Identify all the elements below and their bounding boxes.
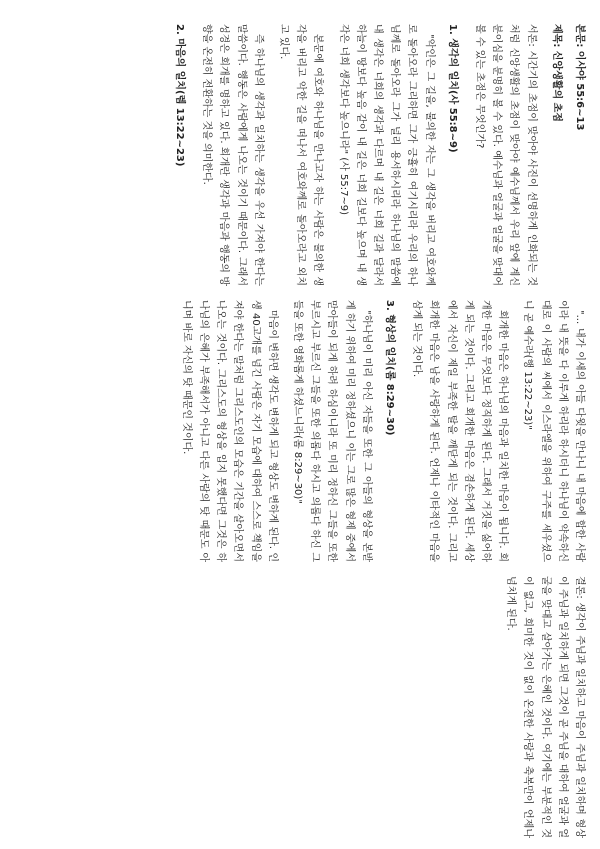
section-1-quote: "악인은 그 길을, 불의한 자는 그 생각을 버리고 여호와께로 돌아오라 그리하면 그가 긍휼히 여기시리라 우리의 하나님께로 돌아오라 그가 널리 용서하시리라 하나님의 말씀에 내 생각은 너희의 생각과 다르며 내 길은 너희 길과 달라서 하늘이 땅보다 높음 같이 내 길은 너희 길보다 높으며 내 생각은 너희 생각보다 높으니라" (사 55:7~9) <box>337 24 435 286</box>
section-1-paragraph: 본문에 여호와 하나님을 만나고자 하는 사람은 불의한 생각을 버리고 악한 길을 떠나서 여호와께로 돌아오라고 외치고 있다. <box>277 24 324 286</box>
section-2-quote: "... 내가 이새의 아들 다윗을 만나니 내 마음에 합한 사람이라 내 뜻을 다 이루게 하리라 하시더니 하나님이 약속하신 대로 이 사람의 씨에서 이스라엘을 위하여 구주를 세우셨으니 곧 예수라(행 13:22~23)" <box>522 300 585 562</box>
section-3-paragraph: 마음이 변하면 생각도 변하게 되고 형상도 변하게 된다. 인생 40고개를 넘긴 사람은 자기 모습에 대하여 스스로 책임을 져야 한다는 말처럼 그리스도인의 모습은 기간을 살아오면서 나오는 것이다. 그리스도의 형상을 입지 못했다면 그것은 하나님의 은혜가 부족해서가 아니고 다른 사람의 탓 때문도 아니며 바로 자신의 탓 때문인 것이다. <box>180 300 278 562</box>
section-1-heading: 1. 생각의 일치(사 55:8~9) <box>446 24 458 153</box>
conclusion: 결론: 생각이 주님과 일치하고 마음이 주님과 일치하며 형상이 주님과 일치하게 되면 그것이 곧 주님을 대하여 얼굴과 얼굴을 맞대고 살아가는 은혜인 것이다. 여기에는 부분적인 것이 없고, 희미한 것이 없이 온전한 사랑과 축복만이 언제나 넘치게 된다. <box>505 576 585 838</box>
section-1-paragraph: 즉 하나님의 생각과 일치하는 생각을 우선 가져야 한다는 말씀이다. 행동은 사람에게 나오는 것이기 때문이다. 그래서 성경은 회개를 명하고 있다. 회개란 생각과 마음과 행동의 방향을 온전히 전환하는 것을 의미한다. <box>201 24 264 286</box>
scripture-passage: 본문: 이사야 55:6~13 <box>574 24 585 131</box>
text-column-1 <box>165 24 588 286</box>
text-column-3 <box>494 576 588 838</box>
introduction: 서론: 시간기의 초점이 맞아야 사진이 선명하게 인화되는 것처럼 신앙생활의 초점이 맞아야 예수님께서 우리 앞에 계신 분이심을 분명히 볼 수 있다. 예수님과 얼굴과 얼굴을 맞대어 볼 수 있는 초점은 무엇인가? <box>473 24 537 286</box>
text-column-2 <box>170 300 588 562</box>
sermon-title: 제목: 신앙생활의 초점 <box>550 24 562 122</box>
section-3-quote: "하나님이 미리 아신 자들을 또한 그 아들의 형상을 본받게 하기 위하여 미리 정하셨으니 이는 그로 많은 형제 중에서 맏아들이 되게 하려 하심이니라 또 미리 정하신 그들을 또한 부르시고 부르신 그들을 또한 의롭다 하시고 의롭다 하신 그들을 또한 영화롭게 하셨느니라(롬 8:29~30)" <box>291 300 372 562</box>
section-3-heading: 3. 형상의 일치(롬 8:29~30) <box>383 300 395 436</box>
section-2-paragraph: 회개한 마음은 하나님의 마음과 일치한 마음이 됩니다. 회개한 마음은 무엇보다 정직하게 된다. 그래서 거짓을 싫어하게 되는 것이다. 그리고 회개한 마음은 겸손하게 된다. 세상에서 자신이 제일 부족한 탈을 깨닫게 되는 것이다. 그리고 회개한 마음은 남을 사랑하게 된다. 언제나 이타적인 마음을 삼게 되는 것이다. <box>411 300 509 562</box>
section-2-heading: 2. 마음의 일치(렘 13:22~23) <box>173 24 185 167</box>
